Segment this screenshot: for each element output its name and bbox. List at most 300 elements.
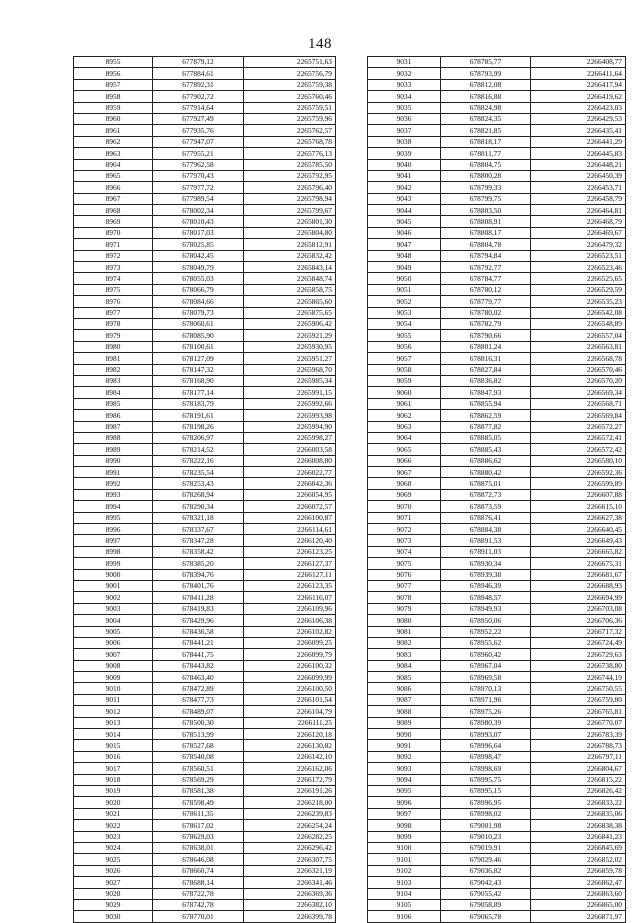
y-coordinate-cell: 2266859,78 <box>531 865 626 876</box>
y-coordinate-cell: 2266008,80 <box>244 455 336 466</box>
table-row <box>368 774 626 785</box>
y-coordinate-cell: 2265799,67 <box>244 205 336 216</box>
x-coordinate-cell: 678782,79 <box>441 318 531 329</box>
y-coordinate-cell: 2266191,26 <box>244 786 336 797</box>
x-coordinate-cell: 678998,69 <box>441 763 531 774</box>
point-number-cell: 8983 <box>74 375 153 386</box>
point-number-cell: 9060 <box>368 387 441 398</box>
table-row <box>368 432 626 443</box>
table-row <box>74 444 336 455</box>
table-row <box>74 751 336 762</box>
table-row <box>74 615 336 626</box>
table-row <box>74 91 336 102</box>
point-number-cell: 9030 <box>74 911 153 922</box>
x-coordinate-cell: 678808,17 <box>441 227 531 238</box>
y-coordinate-cell: 2266123,25 <box>244 546 336 557</box>
x-coordinate-cell: 678808,91 <box>441 216 531 227</box>
x-coordinate-cell: 678960,42 <box>441 649 531 660</box>
point-number-cell: 9085 <box>368 672 441 683</box>
point-number-cell: 8958 <box>74 91 153 102</box>
x-coordinate-cell: 678876,41 <box>441 512 531 523</box>
page-number: 148 <box>308 36 332 52</box>
y-coordinate-cell: 2266833,22 <box>531 797 626 808</box>
point-number-cell: 9051 <box>368 284 441 295</box>
point-number-cell: 8961 <box>74 125 153 136</box>
x-coordinate-cell: 677892,31 <box>153 79 244 90</box>
y-coordinate-cell: 2265993,98 <box>244 410 336 421</box>
table-row <box>74 729 336 740</box>
x-coordinate-cell: 678443,82 <box>153 660 244 671</box>
table-row <box>368 455 626 466</box>
point-number-cell: 8977 <box>74 307 153 318</box>
table-row <box>74 717 336 728</box>
point-number-cell: 9081 <box>368 626 441 637</box>
point-number-cell: 8997 <box>74 535 153 546</box>
table-row <box>368 307 626 318</box>
x-coordinate-cell: 678995,15 <box>441 786 531 797</box>
table-row <box>74 353 336 364</box>
x-coordinate-cell: 678177,14 <box>153 387 244 398</box>
y-coordinate-cell: 2266448,21 <box>531 159 626 170</box>
x-coordinate-cell: 678463,40 <box>153 672 244 683</box>
table-row <box>368 842 626 853</box>
x-coordinate-cell: 678790,66 <box>441 330 531 341</box>
point-number-cell: 9066 <box>368 455 441 466</box>
table-row <box>368 546 626 557</box>
y-coordinate-cell: 2266863,60 <box>531 888 626 899</box>
table-row <box>74 364 336 375</box>
point-number-cell: 9044 <box>368 205 441 216</box>
table-row <box>368 615 626 626</box>
table-row <box>368 410 626 421</box>
y-coordinate-cell: 2265998,27 <box>244 432 336 443</box>
y-coordinate-cell: 2266871,97 <box>531 911 626 922</box>
table-row <box>368 637 626 648</box>
table-row <box>74 455 336 466</box>
table-row <box>74 672 336 683</box>
y-coordinate-cell: 2265968,70 <box>244 364 336 375</box>
point-number-cell: 9015 <box>74 740 153 751</box>
table-row <box>74 808 336 819</box>
x-coordinate-cell: 678436,58 <box>153 626 244 637</box>
table-row <box>74 159 336 170</box>
point-number-cell: 8995 <box>74 512 153 523</box>
y-coordinate-cell: 2266307,75 <box>244 854 336 865</box>
point-number-cell: 9055 <box>368 330 441 341</box>
x-coordinate-cell: 678812,08 <box>441 79 531 90</box>
table-row <box>368 501 626 512</box>
table-row <box>368 159 626 170</box>
point-number-cell: 9075 <box>368 558 441 569</box>
x-coordinate-cell: 678401,76 <box>153 580 244 591</box>
y-coordinate-cell: 2266445,83 <box>531 148 626 159</box>
x-coordinate-cell: 678779,77 <box>441 296 531 307</box>
y-coordinate-cell: 2265759,96 <box>244 113 336 124</box>
table-row <box>74 603 336 614</box>
x-coordinate-cell: 678970,13 <box>441 683 531 694</box>
point-number-cell: 9016 <box>74 751 153 762</box>
x-coordinate-cell: 678980,39 <box>441 717 531 728</box>
table-row <box>368 421 626 432</box>
y-coordinate-cell: 2266557,04 <box>531 330 626 341</box>
y-coordinate-cell: 2266123,35 <box>244 580 336 591</box>
x-coordinate-cell: 678873,59 <box>441 501 531 512</box>
table-row <box>368 558 626 569</box>
x-coordinate-cell: 678527,68 <box>153 740 244 751</box>
y-coordinate-cell: 2266542,08 <box>531 307 626 318</box>
point-number-cell: 9052 <box>368 296 441 307</box>
point-number-cell: 9012 <box>74 706 153 717</box>
point-number-cell: 8956 <box>74 68 153 79</box>
table-row <box>368 68 626 79</box>
table-row <box>74 831 336 842</box>
y-coordinate-cell: 2266099,79 <box>244 649 336 660</box>
table-row <box>368 729 626 740</box>
x-coordinate-cell: 678803,50 <box>441 205 531 216</box>
x-coordinate-cell: 678975,26 <box>441 706 531 717</box>
y-coordinate-cell: 2266341,46 <box>244 877 336 888</box>
x-coordinate-cell: 678722,78 <box>153 888 244 899</box>
y-coordinate-cell: 2266411,64 <box>531 68 626 79</box>
y-coordinate-cell: 2266838,38 <box>531 820 626 831</box>
y-coordinate-cell: 2266435,41 <box>531 125 626 136</box>
point-number-cell: 8972 <box>74 250 153 261</box>
y-coordinate-cell: 2266100,32 <box>244 660 336 671</box>
y-coordinate-cell: 2265843,14 <box>244 262 336 273</box>
x-coordinate-cell: 678049,79 <box>153 262 244 273</box>
x-coordinate-cell: 678799,75 <box>441 193 531 204</box>
point-number-cell: 8994 <box>74 501 153 512</box>
table-row <box>74 148 336 159</box>
table-row <box>368 820 626 831</box>
point-number-cell: 9002 <box>74 592 153 603</box>
table-row <box>368 444 626 455</box>
table-row <box>74 205 336 216</box>
point-number-cell: 8970 <box>74 227 153 238</box>
table-row <box>74 79 336 90</box>
x-coordinate-cell: 678801,24 <box>441 341 531 352</box>
x-coordinate-cell: 678183,79 <box>153 398 244 409</box>
y-coordinate-cell: 2265858,75 <box>244 284 336 295</box>
x-coordinate-cell: 677955,21 <box>153 148 244 159</box>
x-coordinate-cell: 678147,32 <box>153 364 244 375</box>
table-row <box>368 478 626 489</box>
table-row <box>368 398 626 409</box>
y-coordinate-cell: 2266106,38 <box>244 615 336 626</box>
point-number-cell: 9027 <box>74 877 153 888</box>
x-coordinate-cell: 678949,93 <box>441 603 531 614</box>
x-coordinate-cell: 678055,03 <box>153 273 244 284</box>
y-coordinate-cell: 2266570,46 <box>531 364 626 375</box>
point-number-cell: 8969 <box>74 216 153 227</box>
point-number-cell: 9096 <box>368 797 441 808</box>
point-number-cell: 9007 <box>74 649 153 660</box>
y-coordinate-cell: 2266759,80 <box>531 694 626 705</box>
y-coordinate-cell: 2265798,94 <box>244 193 336 204</box>
y-coordinate-cell: 2266399,78 <box>244 911 336 922</box>
point-number-cell: 9095 <box>368 786 441 797</box>
table-row <box>368 512 626 523</box>
point-number-cell: 9046 <box>368 227 441 238</box>
x-coordinate-cell: 678385,20 <box>153 558 244 569</box>
y-coordinate-cell: 2266109,96 <box>244 603 336 614</box>
y-coordinate-cell: 2265951,27 <box>244 353 336 364</box>
x-coordinate-cell: 678804,75 <box>441 159 531 170</box>
x-coordinate-cell: 678824,98 <box>441 102 531 113</box>
x-coordinate-cell: 677947,07 <box>153 136 244 147</box>
point-number-cell: 8990 <box>74 455 153 466</box>
x-coordinate-cell: 678824,35 <box>441 113 531 124</box>
y-coordinate-cell: 2266572,42 <box>531 444 626 455</box>
table-row <box>74 102 336 113</box>
x-coordinate-cell: 678969,58 <box>441 672 531 683</box>
y-coordinate-cell: 2266072,57 <box>244 501 336 512</box>
table-row <box>74 284 336 295</box>
y-coordinate-cell: 2266042,36 <box>244 478 336 489</box>
point-number-cell: 9097 <box>368 808 441 819</box>
table-row <box>368 136 626 147</box>
point-number-cell: 9076 <box>368 569 441 580</box>
y-coordinate-cell: 2266706,36 <box>531 615 626 626</box>
table-row <box>368 649 626 660</box>
point-number-cell: 9017 <box>74 763 153 774</box>
point-number-cell: 9084 <box>368 660 441 671</box>
y-coordinate-cell: 2266523,46 <box>531 262 626 273</box>
x-coordinate-cell: 678042,45 <box>153 250 244 261</box>
x-coordinate-cell: 678477,73 <box>153 694 244 705</box>
y-coordinate-cell: 2266563,81 <box>531 341 626 352</box>
x-coordinate-cell: 678911,03 <box>441 546 531 557</box>
table-row <box>368 763 626 774</box>
x-coordinate-cell: 678799,33 <box>441 182 531 193</box>
y-coordinate-cell: 2266116,07 <box>244 592 336 603</box>
point-number-cell: 9021 <box>74 808 153 819</box>
y-coordinate-cell: 2266835,06 <box>531 808 626 819</box>
x-coordinate-cell: 678875,01 <box>441 478 531 489</box>
point-number-cell: 9010 <box>74 683 153 694</box>
table-row <box>74 888 336 899</box>
point-number-cell: 9102 <box>368 865 441 876</box>
point-number-cell: 9009 <box>74 672 153 683</box>
x-coordinate-cell: 678950,06 <box>441 615 531 626</box>
table-row <box>368 182 626 193</box>
table-row <box>74 706 336 717</box>
x-coordinate-cell: 678581,38 <box>153 786 244 797</box>
y-coordinate-cell: 2266738,80 <box>531 660 626 671</box>
y-coordinate-cell: 2266548,89 <box>531 318 626 329</box>
point-number-cell: 9004 <box>74 615 153 626</box>
y-coordinate-cell: 2266694,99 <box>531 592 626 603</box>
x-coordinate-cell: 678785,77 <box>441 57 531 68</box>
y-coordinate-cell: 2265801,30 <box>244 216 336 227</box>
point-number-cell: 9061 <box>368 398 441 409</box>
x-coordinate-cell: 678877,82 <box>441 421 531 432</box>
x-coordinate-cell: 678540,08 <box>153 751 244 762</box>
y-coordinate-cell: 2265785,50 <box>244 159 336 170</box>
y-coordinate-cell: 2266841,23 <box>531 831 626 842</box>
table-row <box>74 763 336 774</box>
table-row <box>74 239 336 250</box>
x-coordinate-cell: 678085,90 <box>153 330 244 341</box>
y-coordinate-cell: 2266797,11 <box>531 751 626 762</box>
x-coordinate-cell: 678816,88 <box>441 91 531 102</box>
y-coordinate-cell: 2265848,74 <box>244 273 336 284</box>
point-number-cell: 9028 <box>74 888 153 899</box>
y-coordinate-cell: 2266580,10 <box>531 455 626 466</box>
x-coordinate-cell: 678800,28 <box>441 170 531 181</box>
x-coordinate-cell: 678939,38 <box>441 569 531 580</box>
y-coordinate-cell: 2266744,19 <box>531 672 626 683</box>
x-coordinate-cell: 678489,07 <box>153 706 244 717</box>
point-number-cell: 9086 <box>368 683 441 694</box>
table-row <box>368 854 626 865</box>
table-row <box>74 637 336 648</box>
x-coordinate-cell: 678191,61 <box>153 410 244 421</box>
point-number-cell: 9023 <box>74 831 153 842</box>
y-coordinate-cell: 2266568,78 <box>531 353 626 364</box>
x-coordinate-cell: 678811,77 <box>441 148 531 159</box>
x-coordinate-cell: 678880,42 <box>441 467 531 478</box>
table-row <box>368 193 626 204</box>
x-coordinate-cell: 678847,93 <box>441 387 531 398</box>
table-row <box>74 227 336 238</box>
table-row <box>368 284 626 295</box>
y-coordinate-cell: 2265992,66 <box>244 398 336 409</box>
table-row <box>368 865 626 876</box>
table-row <box>74 694 336 705</box>
table-row <box>368 592 626 603</box>
table-row <box>74 113 336 124</box>
x-coordinate-cell: 678002,34 <box>153 205 244 216</box>
table-row <box>368 660 626 671</box>
y-coordinate-cell: 2265906,42 <box>244 318 336 329</box>
point-number-cell: 9094 <box>368 774 441 785</box>
x-coordinate-cell: 678127,09 <box>153 353 244 364</box>
y-coordinate-cell: 2265762,57 <box>244 125 336 136</box>
x-coordinate-cell: 678025,85 <box>153 239 244 250</box>
point-number-cell: 9062 <box>368 410 441 421</box>
y-coordinate-cell: 2266382,10 <box>244 899 336 910</box>
point-number-cell: 8960 <box>74 113 153 124</box>
table-row <box>74 740 336 751</box>
table-row <box>74 68 336 79</box>
point-number-cell: 9045 <box>368 216 441 227</box>
table-row <box>368 524 626 535</box>
table-row <box>74 57 336 68</box>
y-coordinate-cell: 2266665,82 <box>531 546 626 557</box>
point-number-cell: 9070 <box>368 501 441 512</box>
table-row <box>74 296 336 307</box>
x-coordinate-cell: 678337,67 <box>153 524 244 535</box>
point-number-cell: 9098 <box>368 820 441 831</box>
y-coordinate-cell: 2266408,77 <box>531 57 626 68</box>
y-coordinate-cell: 2266254,24 <box>244 820 336 831</box>
y-coordinate-cell: 2266127,11 <box>244 569 336 580</box>
table-row <box>368 911 626 922</box>
table-row <box>368 694 626 705</box>
point-number-cell: 9078 <box>368 592 441 603</box>
y-coordinate-cell: 2266296,42 <box>244 842 336 853</box>
table-row <box>74 341 336 352</box>
y-coordinate-cell: 2266649,43 <box>531 535 626 546</box>
x-coordinate-cell: 677902,72 <box>153 91 244 102</box>
table-row <box>74 387 336 398</box>
x-coordinate-cell: 678060,61 <box>153 318 244 329</box>
point-number-cell: 8982 <box>74 364 153 375</box>
table-row <box>368 717 626 728</box>
y-coordinate-cell: 2266572,41 <box>531 432 626 443</box>
y-coordinate-cell: 2266142,10 <box>244 751 336 762</box>
point-number-cell: 8976 <box>74 296 153 307</box>
point-number-cell: 9036 <box>368 113 441 124</box>
table-row <box>368 170 626 181</box>
y-coordinate-cell: 2266102,82 <box>244 626 336 637</box>
y-coordinate-cell: 2266417,94 <box>531 79 626 90</box>
table-row <box>74 410 336 421</box>
table-row <box>74 877 336 888</box>
x-coordinate-cell: 677884,61 <box>153 68 244 79</box>
y-coordinate-cell: 2266568,71 <box>531 398 626 409</box>
table-row <box>74 786 336 797</box>
x-coordinate-cell: 677879,12 <box>153 57 244 68</box>
y-coordinate-cell: 2266162,06 <box>244 763 336 774</box>
x-coordinate-cell: 678946,39 <box>441 580 531 591</box>
table-row <box>74 125 336 136</box>
x-coordinate-cell: 679055,42 <box>441 888 531 899</box>
table-row <box>74 136 336 147</box>
point-number-cell: 8984 <box>74 387 153 398</box>
coordinate-table-left <box>73 56 336 923</box>
y-coordinate-cell: 2266724,49 <box>531 637 626 648</box>
table-row <box>74 512 336 523</box>
y-coordinate-cell: 2266569,84 <box>531 410 626 421</box>
table-row <box>74 273 336 284</box>
table-row <box>74 330 336 341</box>
point-number-cell: 8993 <box>74 489 153 500</box>
point-number-cell: 9068 <box>368 478 441 489</box>
y-coordinate-cell: 2266523,51 <box>531 250 626 261</box>
point-number-cell: 9033 <box>368 79 441 90</box>
table-row <box>74 580 336 591</box>
table-row <box>368 603 626 614</box>
point-number-cell: 8963 <box>74 148 153 159</box>
point-number-cell: 8989 <box>74 444 153 455</box>
point-number-cell: 8974 <box>74 273 153 284</box>
point-number-cell: 9100 <box>368 842 441 853</box>
y-coordinate-cell: 2265751,63 <box>244 57 336 68</box>
point-number-cell: 8957 <box>74 79 153 90</box>
table-row <box>368 341 626 352</box>
x-coordinate-cell: 678995,75 <box>441 774 531 785</box>
point-number-cell: 9103 <box>368 877 441 888</box>
table-row <box>74 592 336 603</box>
x-coordinate-cell: 678770,01 <box>153 911 244 922</box>
point-number-cell: 9038 <box>368 136 441 147</box>
x-coordinate-cell: 678948,57 <box>441 592 531 603</box>
x-coordinate-cell: 678780,12 <box>441 284 531 295</box>
x-coordinate-cell: 678629,03 <box>153 831 244 842</box>
y-coordinate-cell: 2266815,22 <box>531 774 626 785</box>
x-coordinate-cell: 678794,84 <box>441 250 531 261</box>
point-number-cell: 9105 <box>368 899 441 910</box>
table-row <box>368 580 626 591</box>
table-row <box>368 877 626 888</box>
table-row <box>368 831 626 842</box>
y-coordinate-cell: 2266703,08 <box>531 603 626 614</box>
x-coordinate-cell: 678598,49 <box>153 797 244 808</box>
table-row <box>74 193 336 204</box>
point-number-cell: 9020 <box>74 797 153 808</box>
